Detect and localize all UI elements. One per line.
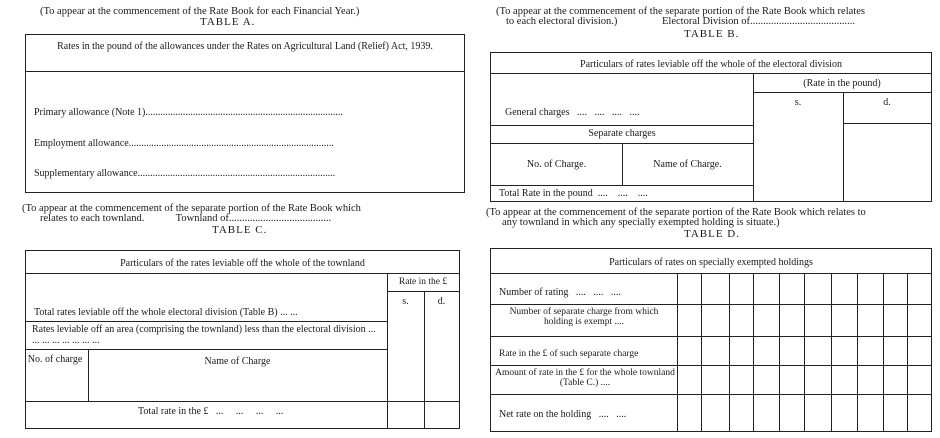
table-b-caption-line1: (To appear at the commencement of the separate portion of the Rate Book which relates: [496, 6, 865, 17]
table-d-row-rate-separate-charge: Rate in the £ of such separate charge: [499, 349, 639, 359]
table-a-title: TABLE A.: [200, 16, 256, 28]
table-b-d-rule: [843, 123, 931, 124]
table-d-title: TABLE D.: [684, 228, 741, 240]
table-c-rate-rule: [387, 291, 459, 292]
table-d-caption-line1: (To appear at the commencement of the separate portion of the Rate Book which relates to: [486, 207, 866, 218]
table-d-column-rule: [907, 273, 908, 431]
table-d-column-rule: [857, 273, 858, 431]
table-d-row-net-rate: Net rate on the holding .... ....: [499, 409, 627, 420]
table-c-row-area: Rates leviable off an area (comprising the townland) less than the electoral division ... ... ... ... ... ... ... ...: [32, 324, 376, 346]
table-d-column-rule: [831, 273, 832, 431]
table-d-caption-line2: any townland in which any specially exempted holding is situate.): [502, 217, 780, 228]
table-d-row-separate-charge: Number of separate charge from which holding is exempt ....: [509, 307, 659, 327]
table-b-name-of-charge: Name of Charge.: [653, 159, 722, 170]
table-d-row-number-of-rating: Number of rating .... .... ....: [499, 287, 621, 298]
table-d-heading-rule: [491, 273, 931, 274]
table-c-total-rule: [26, 401, 459, 402]
table-b-no-of-charge: No. of Charge.: [526, 159, 587, 170]
table-d-frame: [490, 248, 932, 432]
table-a-row-primary: Primary allowance (Note 1)...............................................................................: [34, 107, 343, 118]
table-c-col-s: s.: [402, 296, 409, 307]
table-b-col-d: d.: [883, 97, 891, 108]
table-c-row2-rule: [26, 349, 387, 350]
table-d-column-rule: [677, 273, 678, 431]
table-b-total: Total Rate in the pound .... .... ....: [499, 188, 648, 199]
table-a-row-supplementary: Supplementary allowance...............................................................................: [34, 168, 336, 179]
table-d-row-rule-2: [491, 336, 931, 337]
table-a-row-employment: Employment allowance..................................................................................: [34, 138, 334, 149]
table-c-no-of-charge: No. of charge: [27, 354, 83, 365]
table-b-title: TABLE B.: [684, 28, 740, 40]
table-c-total: Total rate in the £ ... ... ... ...: [138, 406, 284, 417]
table-a-divider: [26, 71, 464, 72]
table-c-col-d: d.: [437, 296, 446, 307]
table-b-frame: [490, 52, 932, 202]
table-d-row-rule-3: [491, 365, 931, 366]
table-d-column-rule: [804, 273, 805, 431]
table-c-row1-rule: [26, 321, 387, 322]
table-d-column-rule: [883, 273, 884, 431]
table-d-column-rule: [729, 273, 730, 431]
table-c-caption-line1: (To appear at the commencement of the separate portion of the Rate Book which: [22, 203, 361, 214]
table-d-row-amount-of-rate: Amount of rate in the £ for the whole townland (Table C.) ....: [495, 368, 675, 388]
table-a-heading: Rates in the pound of the allowances under the Rates on Agricultural Land (Relief) Act, 1939.: [57, 41, 433, 52]
table-b-total-rule: [491, 185, 753, 186]
table-c-rate-header: Rate in the £: [398, 277, 448, 287]
table-d-column-rule: [779, 273, 780, 431]
table-b-heading-rule: [491, 73, 931, 74]
table-c-caption-line2: relates to each townland. Townland of.......................................: [40, 213, 332, 224]
table-d-row-rule-1: [491, 304, 931, 305]
table-c-title: TABLE C.: [212, 224, 268, 236]
table-c-row-total-ed: Total rates leviable off the whole electoral division (Table B) ... ...: [34, 307, 298, 318]
table-b-rate-rule: [753, 92, 931, 93]
table-c-heading: Particulars of the rates leviable off the whole of the townland: [120, 258, 365, 269]
table-b-general-charges: General charges .... .... .... ....: [505, 107, 640, 118]
table-b-caption-line2: to each electoral division.) Electoral Division of........................................: [506, 16, 856, 27]
table-b-separate-charges: Separate charges: [588, 128, 656, 139]
table-d-column-rule: [753, 273, 754, 431]
table-c-sd-rule: [424, 291, 425, 428]
table-b-col-s: s.: [794, 97, 802, 108]
table-d-row-rule-4: [491, 394, 931, 395]
table-b-heading: Particulars of rates leviable off the whole of the electoral division: [580, 59, 842, 70]
table-c-frame: [25, 250, 460, 429]
table-b-rate-header: (Rate in the pound): [803, 78, 881, 89]
table-d-heading: Particulars of rates on specially exempted holdings: [609, 257, 813, 268]
table-c-heading-rule: [26, 273, 459, 274]
table-b-sd-rule: [843, 92, 844, 201]
table-a-frame: [25, 34, 465, 193]
table-d-column-rule: [701, 273, 702, 431]
table-b-sep-rule-top: [491, 125, 753, 126]
table-a-caption: (To appear at the commencement of the Rate Book for each Financial Year.): [40, 6, 360, 17]
table-c-name-of-charge: Name of Charge: [204, 356, 271, 367]
